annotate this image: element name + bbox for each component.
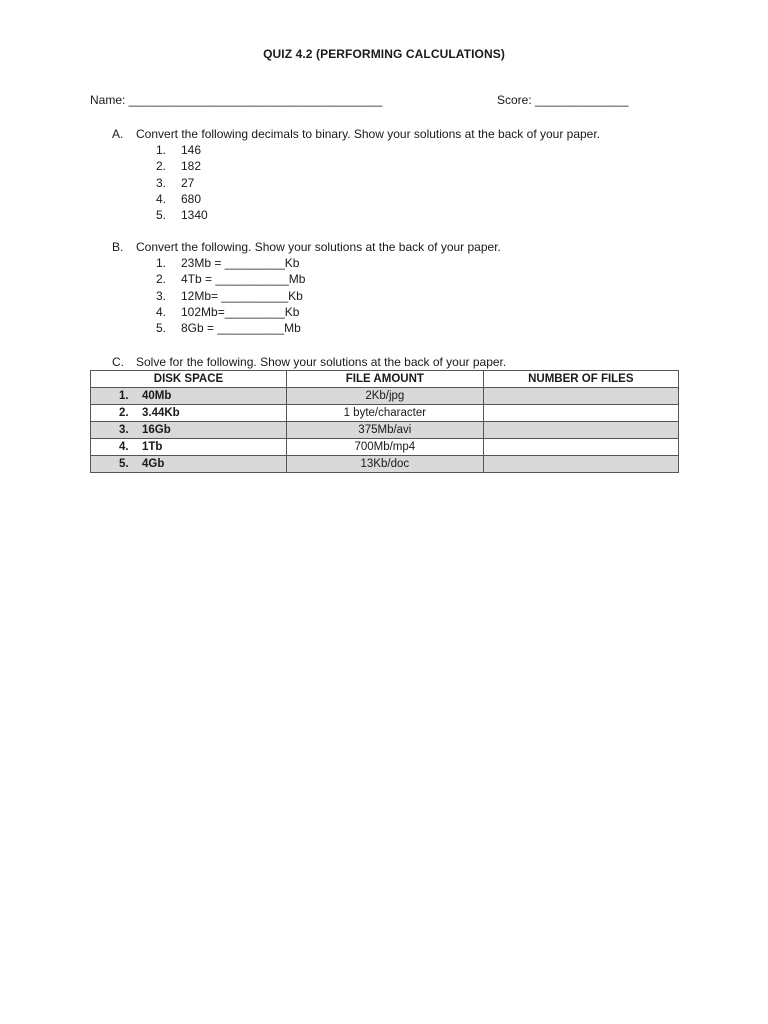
item-text: 12Mb= __________Kb <box>181 288 303 303</box>
header-number-of-files: NUMBER OF FILES <box>483 371 678 388</box>
section-a-letter: A. <box>112 127 124 141</box>
number-of-files-cell[interactable] <box>483 388 678 405</box>
disk-space-value: 4Gb <box>142 457 165 470</box>
item-number: 4. <box>156 304 167 319</box>
row-number: 1. <box>119 389 129 402</box>
disk-space-value: 3.44Kb <box>142 406 180 419</box>
section-b-list <box>112 255 501 336</box>
disk-space-value: 16Gb <box>142 423 171 436</box>
file-amount-cell: 1 byte/character <box>287 405 484 422</box>
row-number: 4. <box>119 440 129 453</box>
header-file-amount: FILE AMOUNT <box>287 371 484 388</box>
list-item <box>112 271 501 287</box>
section-b-instruction: Convert the following. Show your solutions at the back of your paper. <box>136 240 501 254</box>
file-amount-cell: 375Mb/avi <box>287 422 484 439</box>
file-amount-cell: 2Kb/jpg <box>287 388 484 405</box>
item-text: 27 <box>181 175 195 190</box>
name-field: Name: ______________________________________ <box>90 93 383 107</box>
row-number: 2. <box>119 406 129 419</box>
disk-space-cell <box>91 456 287 473</box>
table-row <box>91 439 679 456</box>
file-amount-cell: 700Mb/mp4 <box>287 439 484 456</box>
number-of-files-cell[interactable] <box>483 422 678 439</box>
header-disk-space: DISK SPACE <box>91 371 287 388</box>
table-row <box>91 456 679 473</box>
disk-space-value: 1Tb <box>142 440 163 453</box>
score-field: Score: ______________ <box>497 93 629 107</box>
item-text: 1340 <box>181 208 208 223</box>
section-a <box>112 126 600 223</box>
item-text: 23Mb = _________Kb <box>181 256 300 270</box>
section-c-letter: C. <box>112 355 124 369</box>
disk-space-cell <box>91 405 287 422</box>
number-of-files-cell[interactable] <box>483 405 678 422</box>
list-item <box>112 142 600 158</box>
list-item <box>112 175 600 191</box>
calculation-table <box>90 370 679 473</box>
item-number: 3. <box>156 175 167 190</box>
list-item <box>112 288 501 304</box>
section-b-letter: B. <box>112 240 124 254</box>
disk-space-value: 40Mb <box>142 389 172 402</box>
item-text: 680 <box>181 191 202 206</box>
disk-space-cell <box>91 439 287 456</box>
section-b <box>112 239 501 336</box>
item-number: 2. <box>156 272 167 287</box>
item-text: 146 <box>181 143 202 157</box>
section-c-instruction: Solve for the following. Show your solutions at the back of your paper. <box>136 355 507 369</box>
table-row <box>91 422 679 439</box>
list-item <box>112 304 501 320</box>
item-number: 4. <box>156 191 167 206</box>
section-a-instruction: Convert the following decimals to binary. Show your solutions at the back of your paper. <box>136 127 601 141</box>
page-title: QUIZ 4.2 (PERFORMING CALCULATIONS) <box>263 47 505 61</box>
list-item <box>112 320 501 336</box>
row-number: 3. <box>119 423 129 436</box>
disk-space-cell <box>91 422 287 439</box>
item-text: 182 <box>181 159 202 174</box>
item-text: 8Gb = __________Mb <box>181 321 301 336</box>
item-number: 1. <box>156 256 167 270</box>
table-row <box>91 405 679 422</box>
file-amount-cell: 13Kb/doc <box>287 456 484 473</box>
number-of-files-cell[interactable] <box>483 439 678 456</box>
item-number: 2. <box>156 159 167 174</box>
table-row <box>91 388 679 405</box>
list-item <box>112 158 600 174</box>
item-number: 5. <box>156 208 167 223</box>
list-item <box>112 255 501 271</box>
disk-space-cell <box>91 388 287 405</box>
table-header-row <box>91 371 679 388</box>
list-item <box>112 191 600 207</box>
section-a-list <box>112 142 600 223</box>
item-number: 5. <box>156 321 167 336</box>
section-c <box>112 354 506 370</box>
item-text: 102Mb=_________Kb <box>181 304 300 319</box>
row-number: 5. <box>119 457 129 470</box>
item-text: 4Tb = ___________Mb <box>181 272 306 287</box>
number-of-files-cell[interactable] <box>483 456 678 473</box>
item-number: 1. <box>156 143 167 157</box>
item-number: 3. <box>156 288 167 303</box>
list-item <box>112 207 600 223</box>
